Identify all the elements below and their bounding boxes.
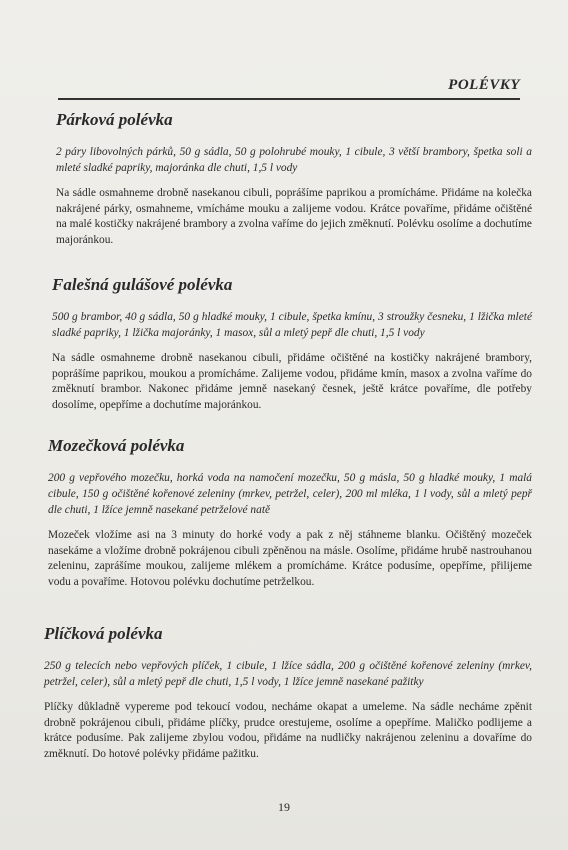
recipe-title: Mozečková polévka bbox=[48, 436, 185, 455]
page-header bbox=[58, 70, 520, 100]
recipe-mozeckova bbox=[48, 436, 532, 590]
recipe-parkova bbox=[56, 110, 532, 248]
recipe-ingredients: 2 páry libovolných párků, 50 g sádla, 50 g polohrubé mouky, 1 cibule, 3 větší brambory, špetka soli a mleté sladké papriky, majoránka dle chuti, 1,5 l vody bbox=[56, 146, 532, 174]
recipe-plickova bbox=[44, 624, 532, 762]
recipe-title: Plíčková polévka bbox=[44, 624, 163, 643]
recipe-falesna-gulasova bbox=[52, 275, 532, 413]
recipe-method: Plíčky důkladně vypereme pod tekoucí vodou, necháme okapat a umeleme. Na sádle necháme zpěnit drobně pokrájenou cibuli, přidáme plíčky, prudce orestujeme, osolíme a opepříme. Maličko podlijeme a krátce podusíme. Pak zalijeme zbylou vodou, přidáme na nudličky nakrájenou zeleninu a dovaříme do změknutí. Do hotové polévky přidáme pažitku. bbox=[44, 701, 532, 760]
recipe-method: Mozeček vložíme asi na 3 minuty do horké vody a pak z něj stáhneme blanku. Očištěný mozeček nasekáme a vložíme drobně pokrájenou cibuli zpěněnou na másle. Osolíme, přidáme hrubě nastrouhanou zeleninu, zaprášíme moukou, zalijeme mlékem a promícháme. Krátce podusíme, opepříme, přilijeme vodu a povaříme. Hotovou polévku dochutíme petrželkou. bbox=[48, 529, 532, 588]
section-title: POLÉVKY bbox=[448, 77, 520, 93]
recipe-ingredients: 500 g brambor, 40 g sádla, 50 g hladké mouky, 1 cibule, špetka kmínu, 3 stroužky česneku, 1 lžička mleté sladké papriky, 1 lžička majoránky, 1 masox, sůl a mletý pepř dle chuti, 1,5 l vody bbox=[52, 311, 532, 339]
recipe-ingredients: 250 g telecích nebo vepřových plíček, 1 cibule, 1 lžíce sádla, 200 g očištěné kořenové zeleniny (mrkev, petržel, celer), sůl a mletý pepř dle chuti, 1,5 l vody, 1 lžíce jemně nasekané pažitky bbox=[44, 660, 532, 688]
recipe-title: Párková polévka bbox=[56, 110, 173, 129]
recipe-ingredients: 200 g vepřového mozečku, horká voda na namočení mozečku, 50 g másla, 50 g hladké mouky, 1 malá cibule, 150 g očištěné kořenové zeleniny (mrkev, petržel, celer), 200 ml mléka, 1 l vody, sůl a mletý pepř dle chuti, 1 lžíce jemně nasekané petrželové natě bbox=[48, 472, 532, 516]
recipe-title: Falešná gulášové polévka bbox=[52, 275, 233, 294]
page-number: 19 bbox=[278, 800, 290, 814]
recipe-method: Na sádle osmahneme drobně nasekanou cibuli, poprášíme paprikou a promícháme. Přidáme na kolečka nakrájené párky, osmahneme, vmícháme mouku a zalijeme vodou. Krátce povaříme, přidáme očištěné na malé kostičky nakrájené brambory a zvolna vaříme do jejich změknutí. Polévku osolíme a dochutíme majoránkou. bbox=[56, 187, 532, 246]
recipe-method: Na sádle osmahneme drobně nasekanou cibuli, přidáme očištěné na kostičky nakrájené brambory, poprášíme paprikou, moukou a promícháme. Zalijeme vodou, přidáme kmín, masox a zvolna vaříme do změknutí brambor. Nakonec přidáme jemně nasekaný česnek, ještě krátce povaříme, dle potřeby dosolíme, opepříme a dochutíme majoránkou. bbox=[52, 352, 532, 411]
